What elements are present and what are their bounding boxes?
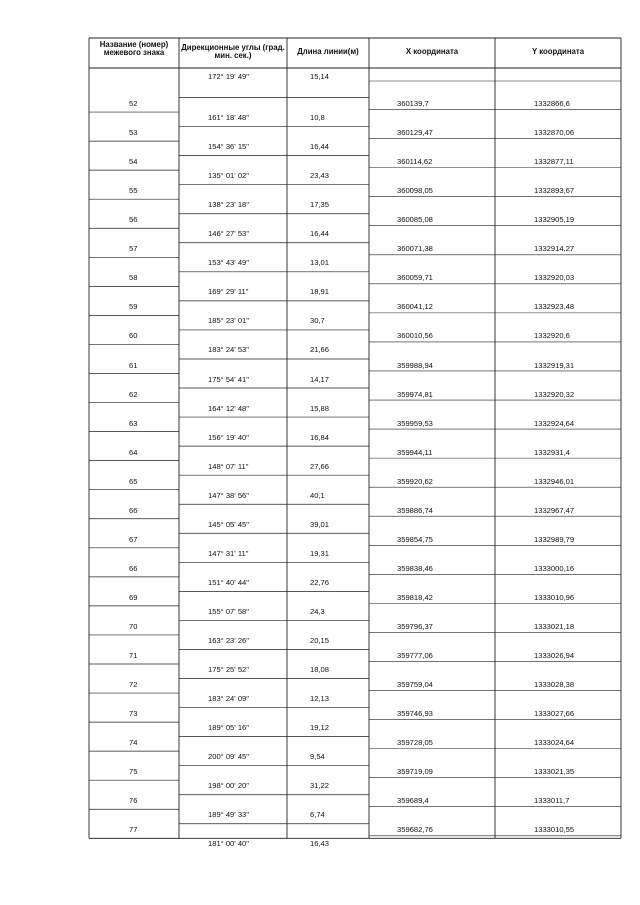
direction-angle-cell: 146° 27' 53" xyxy=(208,229,249,239)
x-coordinate-cell: 360041,12 xyxy=(397,302,433,312)
direction-angle-cell: 145° 05' 45" xyxy=(208,519,249,529)
y-coordinate-cell: 1333000,16 xyxy=(534,563,575,573)
mark-number-cell: 70 xyxy=(129,621,138,631)
direction-angle-cell: 189° 49' 33" xyxy=(208,810,249,820)
y-coordinate-cell: 1332924,64 xyxy=(534,418,575,428)
y-coordinate-cell: 1333011,7 xyxy=(534,796,570,806)
x-coordinate-cell: 360129,47 xyxy=(397,128,433,138)
x-coordinate-cell: 359838,46 xyxy=(397,563,433,573)
line-length-cell: 14,17 xyxy=(310,374,330,384)
mark-number-cell: 73 xyxy=(129,709,138,719)
y-coordinate-cell: 1332920,03 xyxy=(534,273,575,283)
y-coordinate-cell: 1332877,11 xyxy=(534,157,574,167)
mark-number-cell: 69 xyxy=(129,592,138,602)
header-y-coordinate: Y координата xyxy=(531,47,585,56)
line-length-cell: 19,31 xyxy=(310,548,330,558)
mark-number-cell: 61 xyxy=(129,360,138,370)
direction-angle-cell: 164° 12' 48" xyxy=(208,403,249,413)
x-coordinate-cell: 359689,4 xyxy=(397,796,429,806)
first-leg-angle: 172° 19' 49" xyxy=(208,72,249,81)
x-coordinate-cell: 359974,81 xyxy=(397,389,433,399)
direction-angle-cell: 175° 54' 41" xyxy=(208,374,249,384)
direction-angle-cell: 147° 38' 56" xyxy=(208,490,249,500)
line-length-cell: 13,01 xyxy=(310,258,330,268)
mark-number-cell: 75 xyxy=(129,767,138,777)
line-length-cell: 16,84 xyxy=(310,432,330,442)
line-length-cell: 18,08 xyxy=(310,665,330,674)
mark-number-cell: 71 xyxy=(129,651,138,660)
x-coordinate-cell: 360059,71 xyxy=(397,273,433,283)
line-length-cell: 21,66 xyxy=(310,345,330,355)
y-coordinate-cell: 1333027,66 xyxy=(534,709,575,719)
direction-angle-cell: 200° 09' 45" xyxy=(208,752,249,762)
y-coordinate-cell: 1333021,18 xyxy=(534,621,575,631)
x-coordinate-cell: 359959,53 xyxy=(397,418,433,428)
mark-number-cell: 66 xyxy=(129,505,138,515)
mark-number-cell: 65 xyxy=(129,476,138,486)
x-coordinate-cell: 359988,94 xyxy=(397,360,433,370)
line-length-cell: 9,54 xyxy=(310,752,325,762)
direction-angle-cell: 151° 40' 44" xyxy=(208,577,249,587)
line-length-cell: 16,44 xyxy=(310,229,330,239)
mark-number-cell: 63 xyxy=(129,418,138,428)
mark-number-cell: 59 xyxy=(129,302,138,312)
header-direction-angles: Дирекционные углы (град. мин. сек.) xyxy=(181,43,285,61)
x-coordinate-cell: 359944,11 xyxy=(397,447,433,457)
direction-angle-cell: 169° 29' 11" xyxy=(208,287,249,297)
header-mark-number: Название (номер) межевого знака xyxy=(99,40,169,58)
y-coordinate-cell: 1333026,94 xyxy=(534,651,575,660)
line-length-cell: 19,12 xyxy=(310,723,330,733)
direction-angle-cell: 161° 18' 48" xyxy=(208,113,249,123)
line-length-cell: 17,35 xyxy=(310,200,330,210)
direction-angle-cell: 185° 23' 01" xyxy=(208,316,249,326)
mark-number-cell: 77 xyxy=(129,825,138,835)
y-coordinate-cell: 1332905,19 xyxy=(534,215,575,225)
mark-number-cell: 74 xyxy=(129,738,138,748)
line-length-cell: 40,1 xyxy=(310,490,325,500)
direction-angle-cell: 135° 01' 02" xyxy=(208,171,249,181)
y-coordinate-cell: 1332923,48 xyxy=(534,302,575,312)
direction-angle-cell: 153° 43' 49" xyxy=(208,258,249,268)
line-length-cell: 31,22 xyxy=(310,781,330,791)
mark-number-cell: 62 xyxy=(129,389,138,399)
line-length-cell: 39,01 xyxy=(310,519,330,529)
y-coordinate-cell: 1332920,32 xyxy=(534,389,575,399)
direction-angle-cell: 183° 24' 53" xyxy=(208,345,249,355)
line-length-cell: 16,43 xyxy=(310,839,330,849)
x-coordinate-cell: 359719,09 xyxy=(397,767,433,777)
x-coordinate-cell: 360085,08 xyxy=(397,215,433,225)
mark-number-cell: 67 xyxy=(129,534,138,544)
x-coordinate-cell: 359818,42 xyxy=(397,592,433,602)
line-length-cell: 15,88 xyxy=(310,403,330,413)
line-length-cell: 20,15 xyxy=(310,635,330,645)
line-length-cell: 30,7 xyxy=(310,316,325,326)
x-coordinate-cell: 359759,04 xyxy=(397,680,433,690)
header-x-coordinate: X координата xyxy=(405,47,459,56)
mark-number-cell: 55 xyxy=(129,186,138,196)
mark-number-cell: 72 xyxy=(129,680,138,690)
x-coordinate-cell: 359746,93 xyxy=(397,709,433,719)
x-coordinate-cell: 359854,75 xyxy=(397,534,433,544)
x-coordinate-cell: 359920,62 xyxy=(397,476,433,486)
line-length-cell: 22,76 xyxy=(310,577,330,587)
y-coordinate-cell: 1332920,6 xyxy=(534,331,570,341)
y-coordinate-cell: 1333028,38 xyxy=(534,680,575,690)
direction-angle-cell: 156° 19' 40" xyxy=(208,432,249,442)
direction-angle-cell: 183° 24' 09" xyxy=(208,694,249,704)
mark-number-cell: 57 xyxy=(129,244,138,254)
direction-angle-cell: 175° 25' 52" xyxy=(208,665,249,674)
x-coordinate-cell: 359796,37 xyxy=(397,621,433,631)
direction-angle-cell: 148° 07' 11" xyxy=(208,461,249,471)
mark-number-cell: 53 xyxy=(129,128,138,138)
x-coordinate-cell: 359728,05 xyxy=(397,738,433,748)
x-coordinate-cell: 359886,74 xyxy=(397,505,433,515)
direction-angle-cell: 155° 07' 58" xyxy=(208,606,249,616)
y-coordinate-cell: 1332946,01 xyxy=(534,476,575,486)
x-coordinate-cell: 360010,56 xyxy=(397,331,433,341)
line-length-cell: 27,66 xyxy=(310,461,330,471)
line-length-cell: 24,3 xyxy=(310,606,325,616)
y-coordinate-cell: 1333010,55 xyxy=(534,825,575,835)
x-coordinate-cell: 360139,7 xyxy=(397,99,429,109)
line-length-cell: 23,43 xyxy=(310,171,330,181)
direction-angle-cell: 198° 00' 20" xyxy=(208,781,249,791)
y-coordinate-cell: 1333010,96 xyxy=(534,592,575,602)
x-coordinate-cell: 359777,06 xyxy=(397,651,433,660)
y-coordinate-cell: 1333021,35 xyxy=(534,767,575,777)
first-leg-length: 15,14 xyxy=(310,72,330,81)
direction-angle-cell: 147° 31' 11" xyxy=(208,548,249,558)
x-coordinate-cell: 360114,62 xyxy=(397,157,433,167)
x-coordinate-cell: 359682,76 xyxy=(397,825,433,835)
y-coordinate-cell: 1332866,6 xyxy=(534,99,570,109)
y-coordinate-cell: 1332893,67 xyxy=(534,186,575,196)
y-coordinate-cell: 1332931,4 xyxy=(534,447,570,457)
mark-number-cell: 52 xyxy=(129,99,138,109)
mark-number-cell: 54 xyxy=(129,157,138,167)
direction-angle-cell: 138° 23' 18" xyxy=(208,200,249,210)
mark-number-cell: 64 xyxy=(129,447,138,457)
y-coordinate-cell: 1332967,47 xyxy=(534,505,575,515)
line-length-cell: 10,8 xyxy=(310,113,325,123)
mark-number-cell: 76 xyxy=(129,796,138,806)
y-coordinate-cell: 1333024,64 xyxy=(534,738,575,748)
mark-number-cell: 58 xyxy=(129,273,138,283)
direction-angle-cell: 181° 00' 40" xyxy=(208,839,249,849)
mark-number-cell: 66 xyxy=(129,563,138,573)
direction-angle-cell: 163° 23' 26" xyxy=(208,635,249,645)
direction-angle-cell: 154° 36' 15" xyxy=(208,142,249,152)
line-length-cell: 6,74 xyxy=(310,810,325,820)
y-coordinate-cell: 1332870,06 xyxy=(534,128,575,138)
header-line-length: Длина линии(м) xyxy=(297,47,359,56)
x-coordinate-cell: 360098,05 xyxy=(397,186,433,196)
y-coordinate-cell: 1332989,79 xyxy=(534,534,575,544)
mark-number-cell: 60 xyxy=(129,331,138,341)
line-length-cell: 18,91 xyxy=(310,287,330,297)
mark-number-cell: 56 xyxy=(129,215,138,225)
y-coordinate-cell: 1332919,31 xyxy=(534,360,575,370)
y-coordinate-cell: 1332914,27 xyxy=(534,244,575,254)
line-length-cell: 12,13 xyxy=(310,694,330,704)
direction-angle-cell: 189° 05' 16" xyxy=(208,723,249,733)
line-length-cell: 16,44 xyxy=(310,142,330,152)
x-coordinate-cell: 360071,38 xyxy=(397,244,433,254)
